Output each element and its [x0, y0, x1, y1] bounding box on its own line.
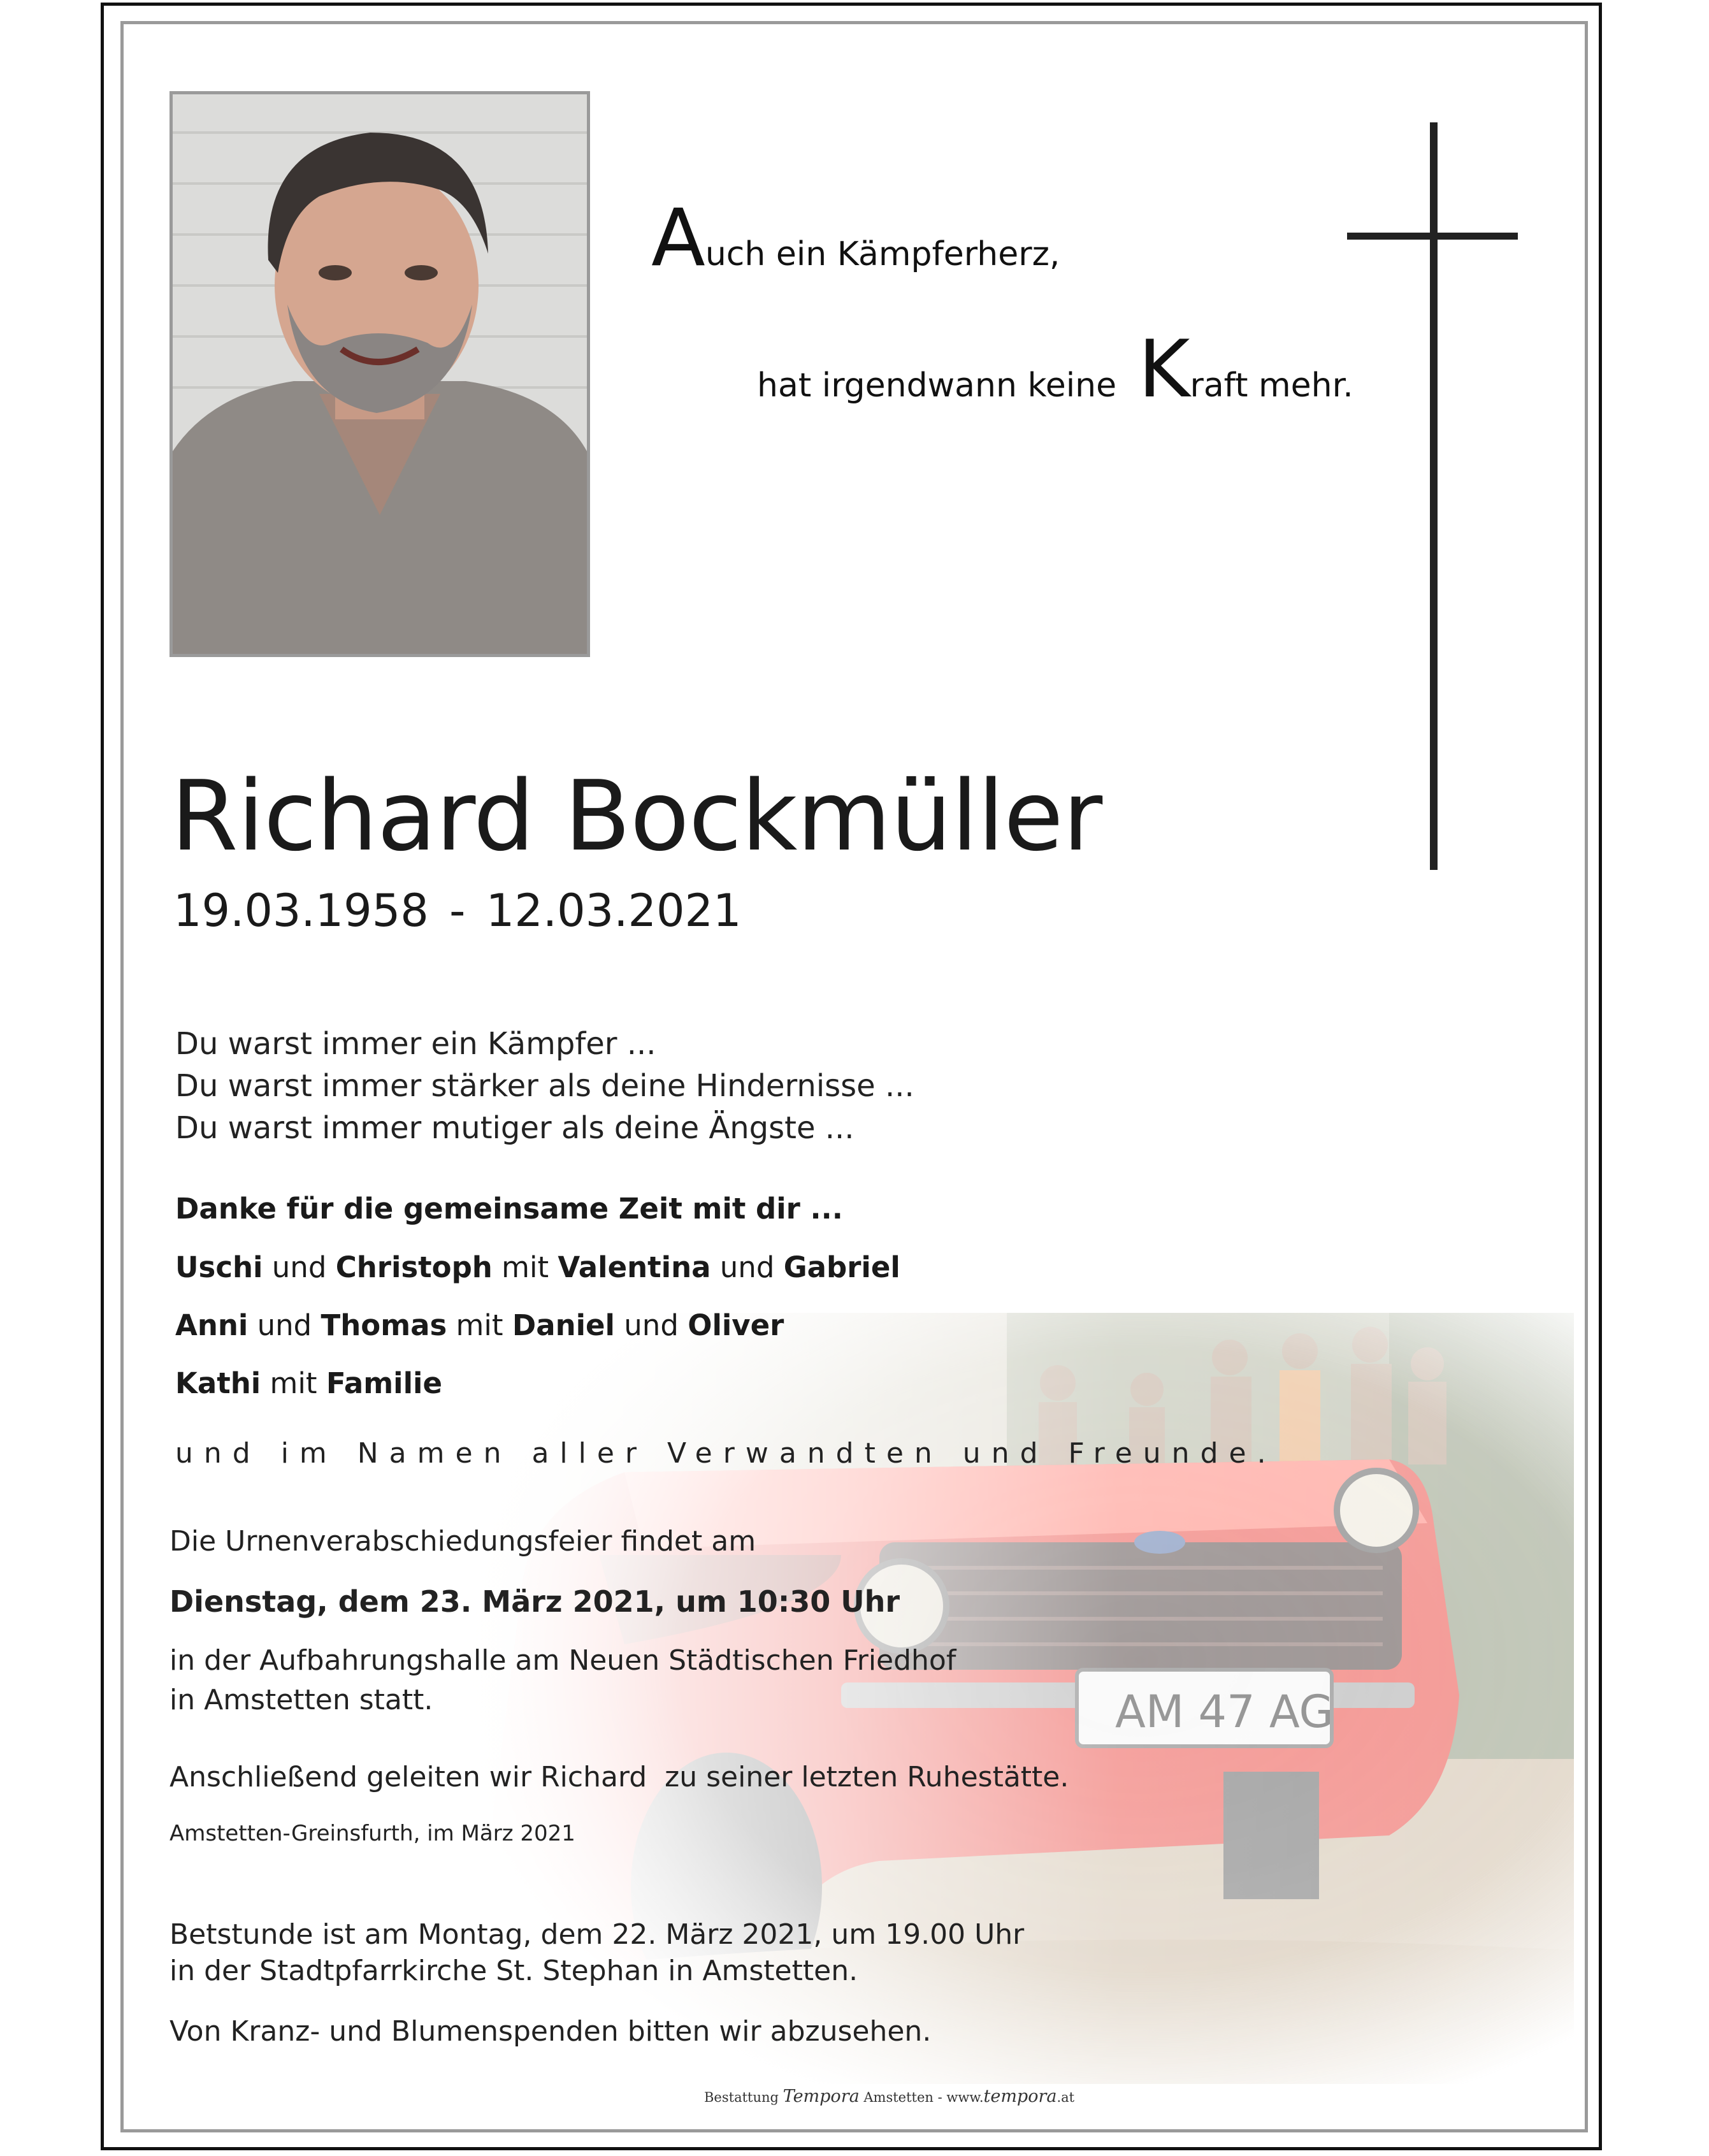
location-date: Amstetten-Greinsfurth, im März 2021: [169, 1821, 575, 1846]
death-date: 12.03.2021: [486, 885, 742, 937]
footer-brand: Tempora: [782, 2087, 860, 2106]
portrait-illustration: [173, 94, 587, 654]
life-dates: [173, 885, 742, 937]
family-name: Familie: [326, 1366, 442, 1400]
verse-line: Du warst immer stärker als deine Hindernisse ...: [175, 1068, 914, 1104]
ceremony-intro: Die Urnenverabschiedungsfeier findet am: [169, 1525, 756, 1558]
ceremony-place-line-2: in Amstetten statt.: [169, 1684, 433, 1716]
quote-line-1: [651, 192, 1060, 284]
family-connector: und: [263, 1250, 336, 1284]
family-connector: mit: [261, 1366, 326, 1400]
quote-initial-k: K: [1138, 324, 1190, 416]
quote-line-2-before: hat irgendwann keine: [757, 366, 1117, 405]
portrait-photo: [169, 91, 590, 657]
family-name: Kathi: [175, 1366, 261, 1400]
family-line-3: [175, 1366, 442, 1400]
quote-initial-a: A: [651, 192, 705, 284]
family-name: Christoph: [335, 1250, 493, 1284]
family-connector: mit: [447, 1308, 512, 1342]
family-connector: und: [710, 1250, 784, 1284]
family-name: Uschi: [175, 1250, 263, 1284]
family-connector: und: [614, 1308, 688, 1342]
family-connector: mit: [492, 1250, 558, 1284]
thanks-line: Danke für die gemeinsame Zeit mit dir ...: [175, 1192, 843, 1226]
ceremony-place-line-1: in der Aufbahrungshalle am Neuen Städtischen Friedhof: [169, 1644, 956, 1677]
prayer-line-1: Betstunde ist am Montag, dem 22. März 2021, um 19.00 Uhr: [169, 1918, 1025, 1951]
date-separator: -: [449, 885, 466, 937]
family-line-2: [175, 1308, 784, 1342]
family-connector: und: [248, 1308, 321, 1342]
funeral-home-footer: [704, 2087, 1074, 2106]
footer-domain-brand: tempora: [983, 2087, 1057, 2106]
verse-line: Du warst immer mutiger als deine Ängste ...: [175, 1110, 854, 1146]
family-name: Oliver: [688, 1308, 784, 1342]
cross-horizontal-bar: [1347, 233, 1518, 240]
family-line-1: [175, 1250, 900, 1284]
family-name: Daniel: [512, 1308, 615, 1342]
quote-line-2-text: raft mehr.: [1190, 366, 1353, 405]
footer-middle: Amstetten - www.: [863, 2090, 984, 2105]
ceremony-date: Dienstag, dem 23. März 2021, um 10:30 Uhr: [169, 1584, 900, 1619]
deceased-name: Richard Bockmüller: [171, 760, 1102, 872]
birth-date: 19.03.1958: [173, 885, 429, 937]
family-name: Valentina: [558, 1250, 711, 1284]
afterwards-line: Anschließend geleiten wir Richard zu seiner letzten Ruhestätte.: [169, 1761, 1069, 1793]
relatives-line: und im Namen aller Verwandten und Freunde.: [175, 1437, 1277, 1470]
verse-line: Du warst immer ein Kämpfer ...: [175, 1026, 656, 1062]
footer-suffix: .at: [1056, 2090, 1075, 2105]
family-name: Anni: [175, 1308, 249, 1342]
quote-line-1-text: uch ein Kämpferherz,: [705, 235, 1060, 273]
prayer-line-2: in der Stadtpfarrkirche St. Stephan in Amstetten.: [169, 1955, 858, 1987]
quote-line-2: [757, 324, 1353, 416]
footer-prefix: Bestattung: [704, 2090, 779, 2105]
family-name: Gabriel: [783, 1250, 900, 1284]
family-name: Thomas: [321, 1308, 447, 1342]
flowers-note: Von Kranz- und Blumenspenden bitten wir abzusehen.: [169, 2015, 932, 2048]
